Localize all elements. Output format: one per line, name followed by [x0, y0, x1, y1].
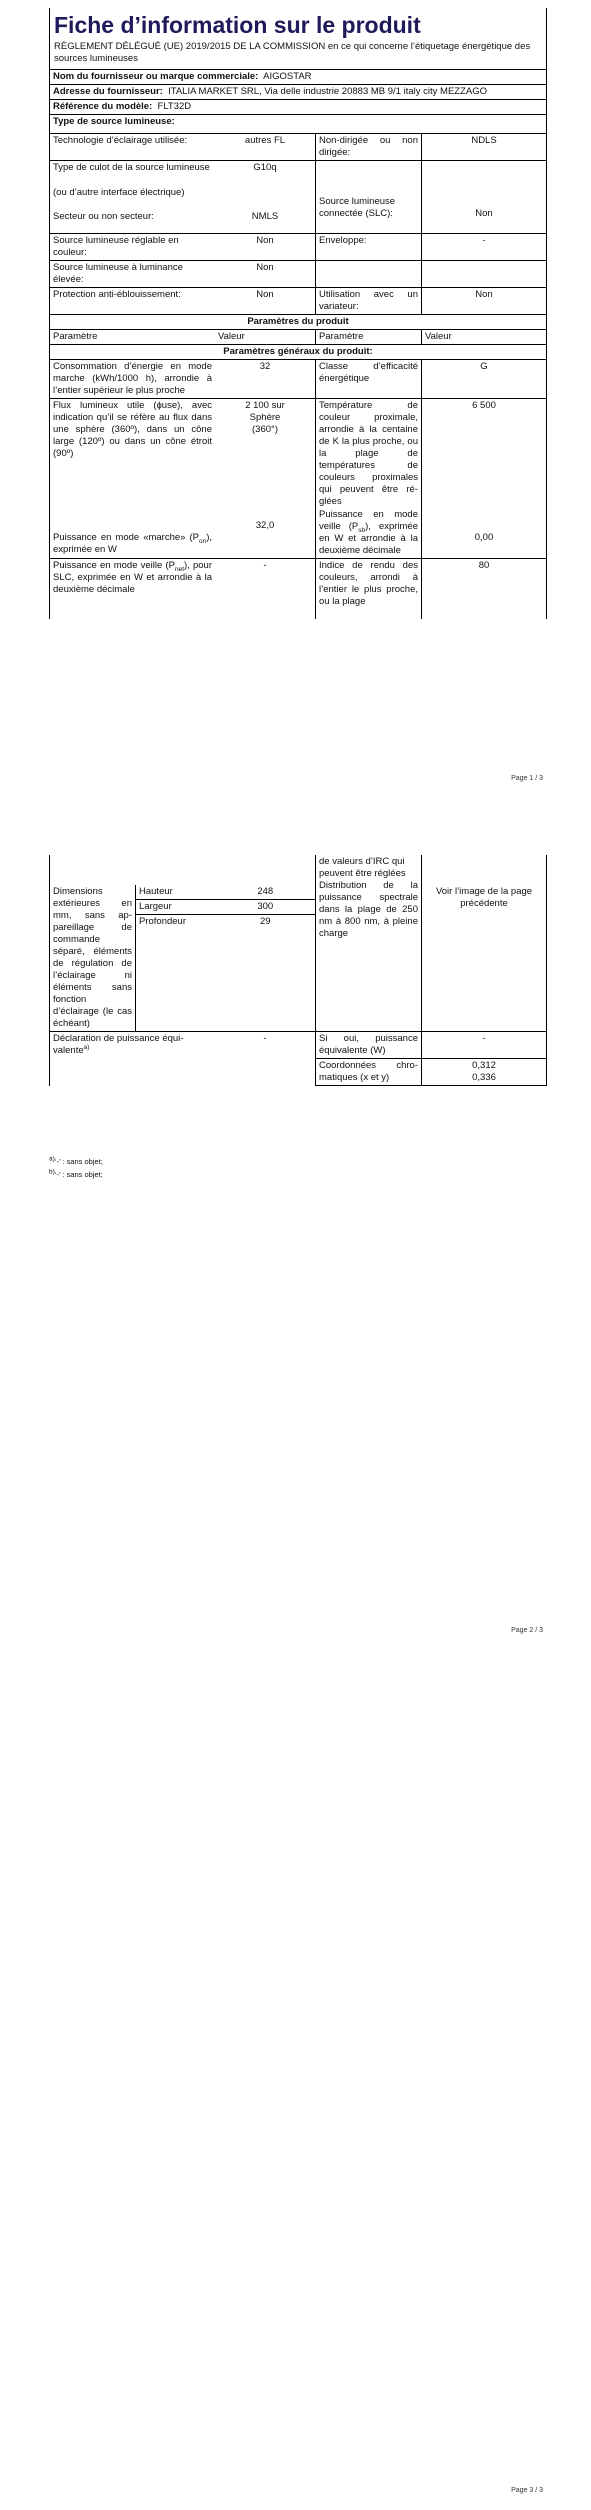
row-value: Non [256, 289, 274, 300]
row-label [315, 261, 421, 287]
address-value: ITALIA MARKET SRL, Via delle industrie 20883 MB 9/1 italy city MEZZAGO [168, 86, 487, 97]
label-part: ), exprimée en W [53, 532, 212, 555]
row-label: Protection anti-éblouissement: [53, 289, 181, 300]
source-type-label: Type de source lumineuse: [53, 116, 175, 127]
row-label: Non-dirigée ou non dirigée: [315, 134, 421, 160]
footnote-mark: a) [83, 1043, 90, 1051]
footnote-a [49, 1155, 103, 1168]
footnote-mark: b) [49, 1168, 55, 1176]
spectral-value: Voir l’image de la page précédente [435, 886, 533, 909]
cri-spectral-cell [315, 855, 421, 1031]
row-value: - [263, 560, 267, 571]
cct-label: Température de couleur proximale, arrondie à la centaine de K la plus proche, ou la plage de températures de couleurs proximales qui peuvent être réglées [319, 400, 418, 507]
spacer [50, 855, 315, 885]
table-row [50, 1031, 546, 1058]
row-label: Coordonnées chromatiques (x et y) [315, 1059, 421, 1085]
table-row [50, 133, 546, 160]
dim-row [136, 885, 315, 900]
product-sheet-frame [49, 8, 547, 619]
slc-label: Source lumineuse connectée (SLC): [319, 196, 396, 219]
cri-continuation: de valeurs d’IRC qui peuvent être réglées [319, 856, 406, 879]
product-sheet-frame-continued [49, 855, 547, 1086]
slc-value: Non [475, 208, 493, 219]
row-value: Non [256, 235, 274, 246]
source-type-row [50, 114, 546, 133]
row-label: Source lumineuse à luminance élevée: [53, 262, 183, 285]
row-value: 32 [259, 361, 271, 372]
table-row [50, 260, 546, 287]
column-header-row [50, 329, 546, 344]
table-row [50, 558, 546, 619]
row-value: NDLS [421, 134, 546, 160]
spectral-label: Distribution de la puissance spectrale dans la plage de 250 nm à 800 nm, à pleine charge [319, 880, 418, 939]
dim-row [136, 900, 315, 915]
header-param: Paramètre [53, 331, 98, 342]
label-part: Puissance en mode veille (P [319, 509, 418, 532]
row-label [50, 399, 215, 558]
page-number: Page 1 / 3 [511, 775, 543, 782]
row-label: Technologie d’éclairage utilisée: [53, 135, 188, 146]
label-sub: sb [358, 526, 366, 534]
regulation-text: RÈGLEMENT DÉLÉGUÉ (UE) 2019/2015 DE LA COMMISSION en ce qui concerne l’étiquetage énergétique des sources lumineuses [54, 41, 531, 64]
header-param: Paramètre [315, 330, 421, 344]
model-value: FLT32D [157, 101, 192, 112]
section-title: Paramètres du produit [247, 316, 349, 327]
row-label: Indice de rendu des couleurs, arrondi à l’entier le plus proche, ou la plage [315, 559, 421, 619]
row-value: autres FL [244, 135, 286, 146]
row-label [315, 399, 421, 558]
general-title: Paramètres généraux du produit: [223, 346, 373, 357]
supplier-row [50, 69, 546, 84]
chroma-x: 0,312 [472, 1060, 496, 1071]
label-part: ), exprimée en W et arrondie à la deuxième décimale [319, 521, 418, 556]
row-value: 80 [421, 559, 546, 619]
power-on-label [53, 532, 212, 556]
page-3 [0, 1655, 591, 2510]
row-value: - [421, 1032, 546, 1058]
document-title: Fiche d’information sur le produit [54, 12, 421, 38]
dim-value: 248 [257, 886, 274, 897]
dim-value: 300 [257, 901, 274, 912]
dim-label: Profondeur [139, 916, 187, 927]
header-value: Valeur [421, 330, 546, 344]
model-label: Référence du modèle: [53, 101, 153, 112]
row-value: NMLS [251, 211, 279, 222]
header-value: Valeur [218, 331, 245, 342]
flux-value: 2 100 sur Sphère (360°) [245, 400, 285, 435]
culot-continuation [50, 186, 546, 233]
row-label: Utilisation avec un variateur: [315, 288, 421, 314]
label-part: ), pour SLC, exprimée en W et arrondie à la deuxième décimale [53, 560, 212, 595]
table-row [50, 359, 546, 398]
supplier-label: Nom du fournisseur ou marque commerciale: [53, 71, 259, 82]
label-part: Puissance en mode veille (P [53, 560, 175, 571]
model-row [50, 99, 546, 114]
table-row [315, 1058, 546, 1086]
page-1 [0, 0, 591, 790]
table-row [50, 287, 546, 314]
section-heading-row [50, 314, 546, 329]
label-part: Puissance en mode «marche» (P [53, 532, 199, 543]
address-row [50, 84, 546, 99]
table-row [50, 233, 546, 260]
table-row [50, 398, 546, 558]
supplier-value: AIGOSTAR [263, 71, 312, 82]
flux-label: Flux lumineux utile (ɸuse), avec indication qu’il se réfère au flux dans une sphère (360º), dans un cône large (120º) ou dans un cône étroit (90º) [53, 400, 212, 459]
address-label: Adresse du fournisseur: [53, 86, 163, 97]
label-sub: net [174, 565, 185, 573]
footnote-b [49, 1168, 103, 1181]
dimensions-values [135, 885, 315, 1031]
row-value: Non [421, 288, 546, 314]
dimensions-cell [50, 885, 315, 1031]
power-on-value: 32,0 [255, 520, 275, 531]
row-label: Secteur ou non secteur: [53, 211, 154, 222]
dim-value: 29 [259, 916, 271, 927]
row-value: G10q [253, 162, 277, 173]
dim-label: Hauteur [139, 886, 173, 897]
row-value [421, 261, 546, 287]
row-value: Non [256, 262, 274, 273]
row-label [50, 1032, 215, 1058]
dimensions-label: Dimensions extérieures en mm, sans appareillage de commande séparé, éléments de régulation de l’éclairage ni éléments sans fonction d’éclairage (le cas échéant) [53, 886, 132, 1029]
section-heading-row [50, 344, 546, 359]
footnotes [49, 1155, 103, 1181]
row-label: Si oui, puissance équivalente (W) [315, 1032, 421, 1058]
dim-row [136, 915, 315, 929]
row-value: - [421, 234, 546, 260]
row-value: G [421, 360, 546, 398]
footnote-text: ‘-’ : sans objet; [54, 1170, 103, 1179]
row-label [50, 559, 215, 619]
row-value: - [263, 1033, 267, 1044]
dimensions-block [50, 855, 315, 1031]
chroma-y: 0,336 [472, 1072, 496, 1083]
row-value [421, 1059, 546, 1085]
page-number: Page 3 / 3 [511, 2487, 543, 2494]
row-label: Consommation d’énergie en mode marche (kWh/1000 h), arrondie à l’entier supérieur le plus proche [53, 361, 212, 396]
label-part: Déclaration de puissance équivalente [53, 1033, 184, 1056]
row-label: Classe d’efficacité énergétique [315, 360, 421, 398]
row-label: Enveloppe: [315, 234, 421, 260]
dim-label: Largeur [139, 901, 172, 912]
standby-value: 0,00 [474, 532, 494, 543]
row-label: (ou d’autre interface électrique) [53, 187, 185, 198]
table-row [50, 855, 546, 1031]
page-2 [0, 855, 591, 1650]
row-label: Type de culot de la source lumineuse [53, 162, 210, 173]
spectral-value-cell [421, 855, 546, 1031]
footnote-mark: a) [49, 1155, 55, 1163]
row-value [215, 399, 315, 558]
row-value [421, 399, 546, 558]
label-sub: on [198, 537, 207, 545]
footnote-text: ‘-’ : sans objet; [54, 1157, 103, 1166]
cct-value: 6 500 [472, 400, 496, 411]
page-number: Page 2 / 3 [511, 1627, 543, 1634]
row-label: Source lumineuse réglable en couleur: [53, 235, 179, 258]
